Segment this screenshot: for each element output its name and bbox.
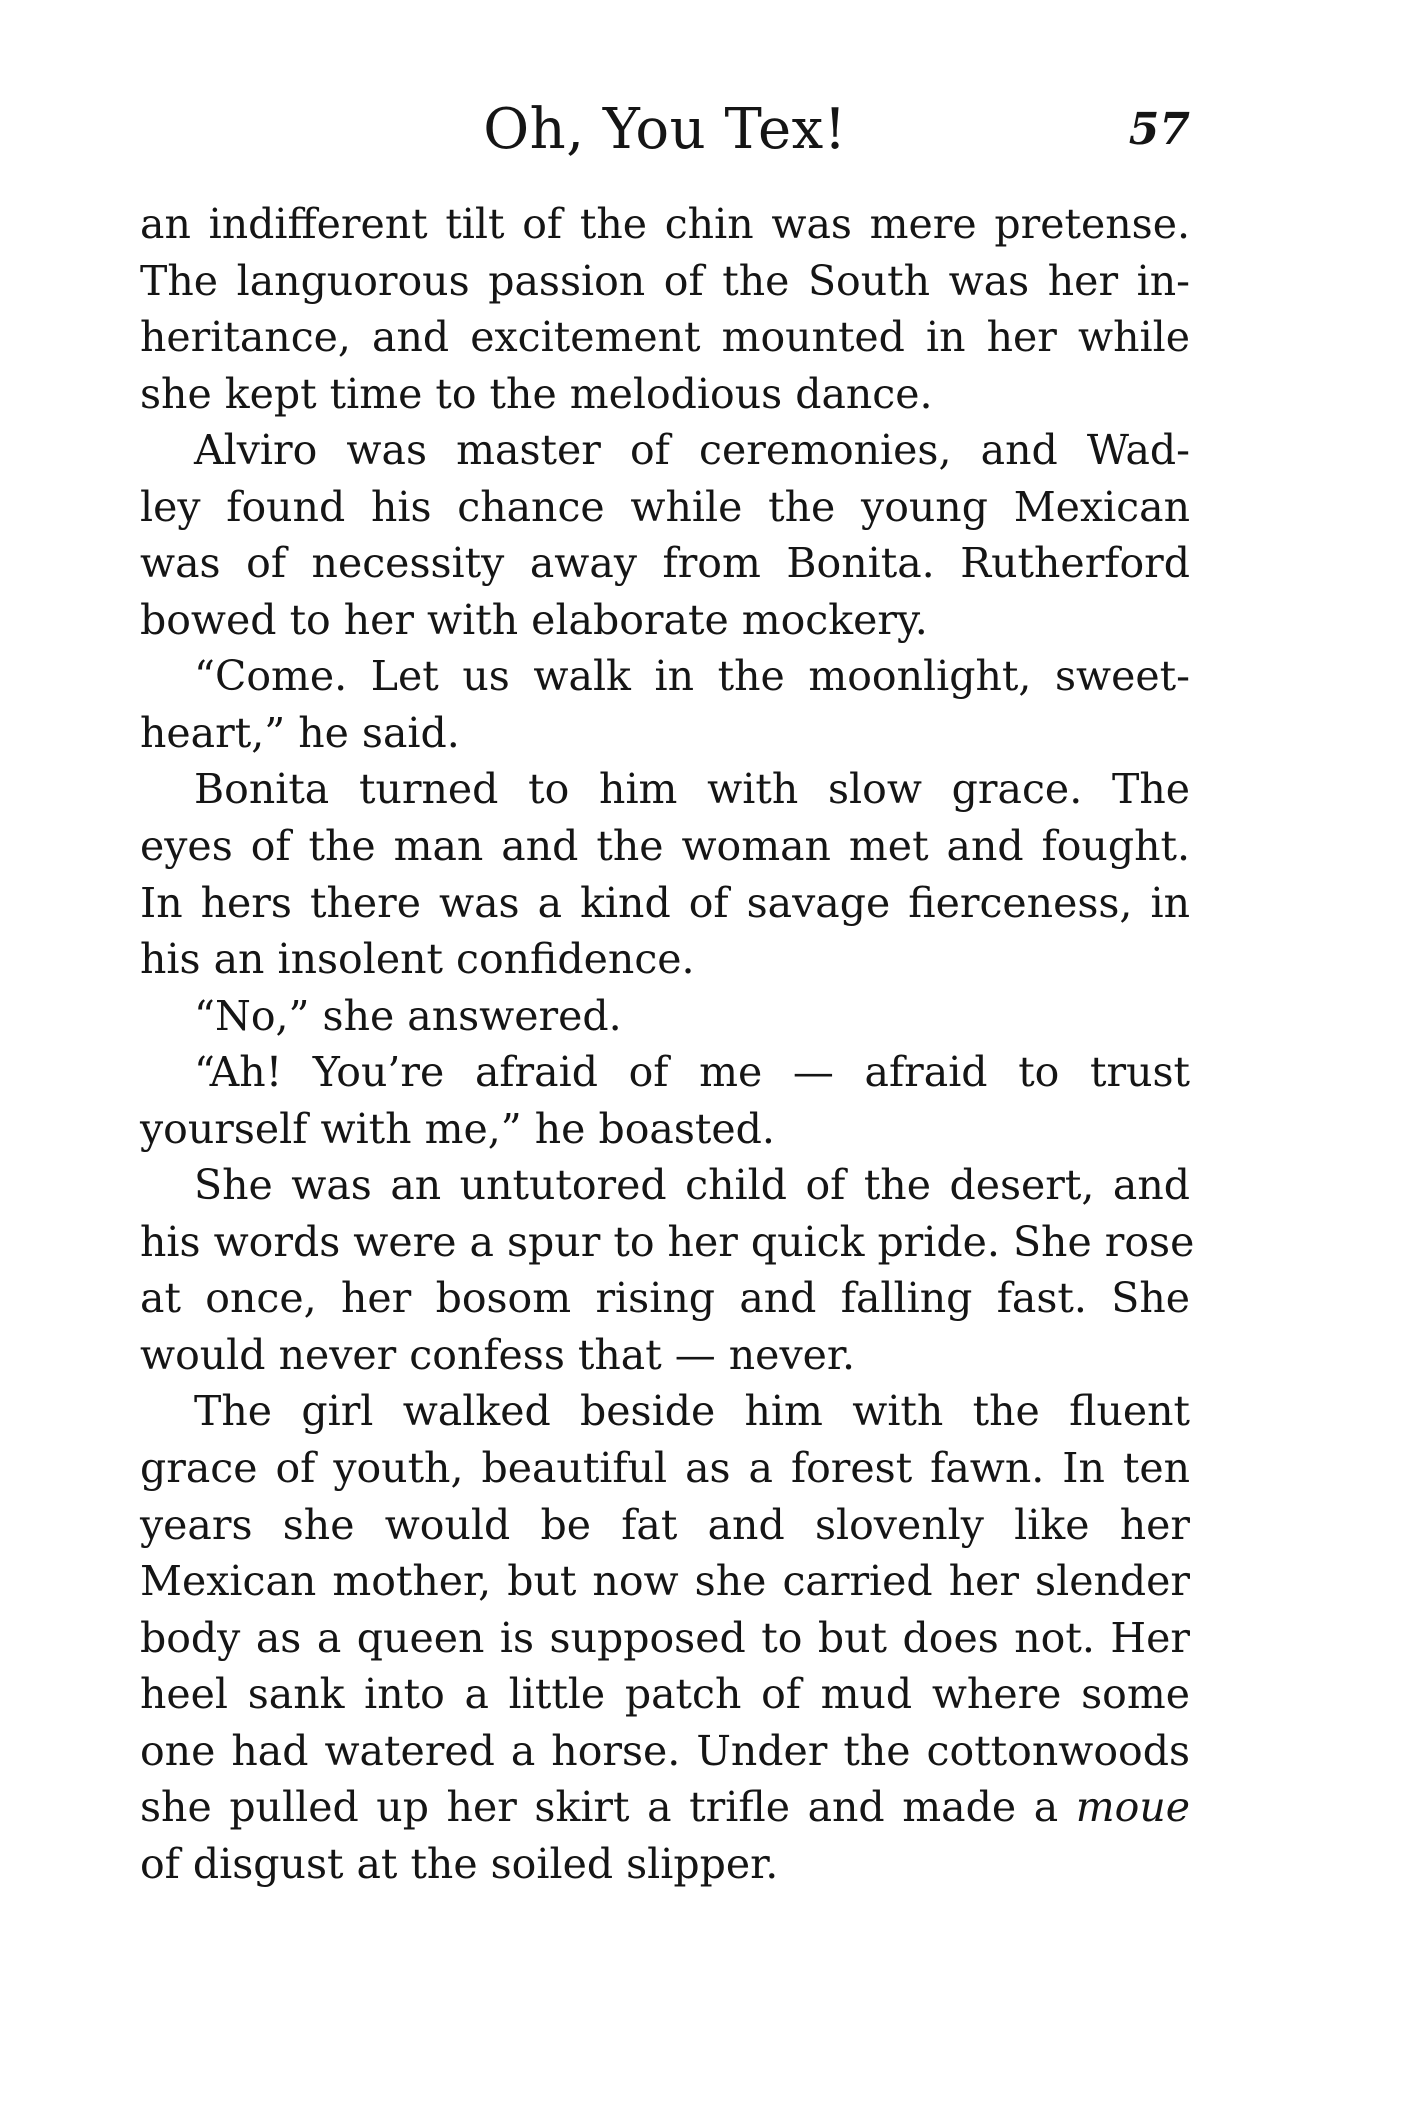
text-line: his words were a spur to her quick pride. She rose: [140, 1217, 1195, 1266]
text-line: grace of youth, beautiful as a forest fawn. In ten: [140, 1444, 1190, 1493]
text-line: The languorous passion of the South was her in-: [140, 256, 1190, 305]
text-line: body as a queen is supposed to but does not. Her: [140, 1613, 1190, 1662]
paragraph: [140, 422, 1190, 648]
text-line: one had watered a horse. Under the cottonwoods: [140, 1726, 1190, 1775]
text-line: would never confess that — never.: [140, 1330, 855, 1379]
text-line: at once, her bosom rising and falling fast. She: [140, 1274, 1190, 1323]
text-line: years she would be fat and slovenly like her: [140, 1500, 1190, 1549]
paragraph: [140, 988, 1190, 1045]
text-segment: she pulled up her skirt a trifle and made a: [140, 1783, 1059, 1832]
text-line: an indifferent tilt of the chin was mere pretense.: [140, 200, 1190, 248]
text-line: In hers there was a kind of savage fierceness, in: [140, 878, 1190, 927]
page-header: [140, 95, 1190, 165]
text-line: eyes of the man and the woman met and fought.: [140, 822, 1190, 871]
text-line: “Come. Let us walk in the moonlight, sweet-: [194, 652, 1190, 701]
italic-word: moue: [1075, 1783, 1190, 1832]
body-text: [140, 196, 1195, 1892]
text-line: Alviro was master of ceremonies, and Wad-: [194, 426, 1190, 475]
paragraph: [140, 648, 1190, 761]
text-line: Mexican mother, but now she carried her slender: [140, 1557, 1190, 1606]
text-line: his an insolent confidence.: [140, 935, 695, 984]
text-line: of disgust at the soiled slipper.: [140, 1839, 779, 1888]
page-number: 57: [1128, 104, 1190, 155]
text-line: “No,” she answered.: [194, 991, 622, 1040]
text-line: The girl walked beside him with the fluent: [194, 1387, 1190, 1436]
text-line: heel sank into a little patch of mud where some: [140, 1670, 1190, 1719]
paragraph: [140, 761, 1190, 987]
text-line: Bonita turned to him with slow grace. The: [194, 765, 1190, 814]
text-line: ley found his chance while the young Mexican: [140, 482, 1190, 531]
text-line: She was an untutored child of the desert, and: [194, 1161, 1190, 1210]
paragraph: [140, 1044, 1190, 1157]
paragraph: [140, 1383, 1190, 1892]
text-line: she kept time to the melodious dance.: [140, 369, 933, 418]
text-line: heritance, and excitement mounted in her while: [140, 313, 1190, 362]
text-line: bowed to her with elaborate mockery.: [140, 595, 928, 644]
running-title: Oh, You Tex!: [483, 97, 847, 162]
paragraph: [140, 1157, 1195, 1383]
text-line: yourself with me,” he boasted.: [140, 1104, 775, 1153]
text-line: “Ah! You’re afraid of me — afraid to trust: [194, 1048, 1190, 1097]
paragraph: [140, 196, 1190, 422]
text-line-with-italic: [140, 1779, 1190, 1836]
text-line: heart,” he said.: [140, 708, 460, 757]
text-line: was of necessity away from Bonita. Rutherford: [140, 539, 1190, 588]
